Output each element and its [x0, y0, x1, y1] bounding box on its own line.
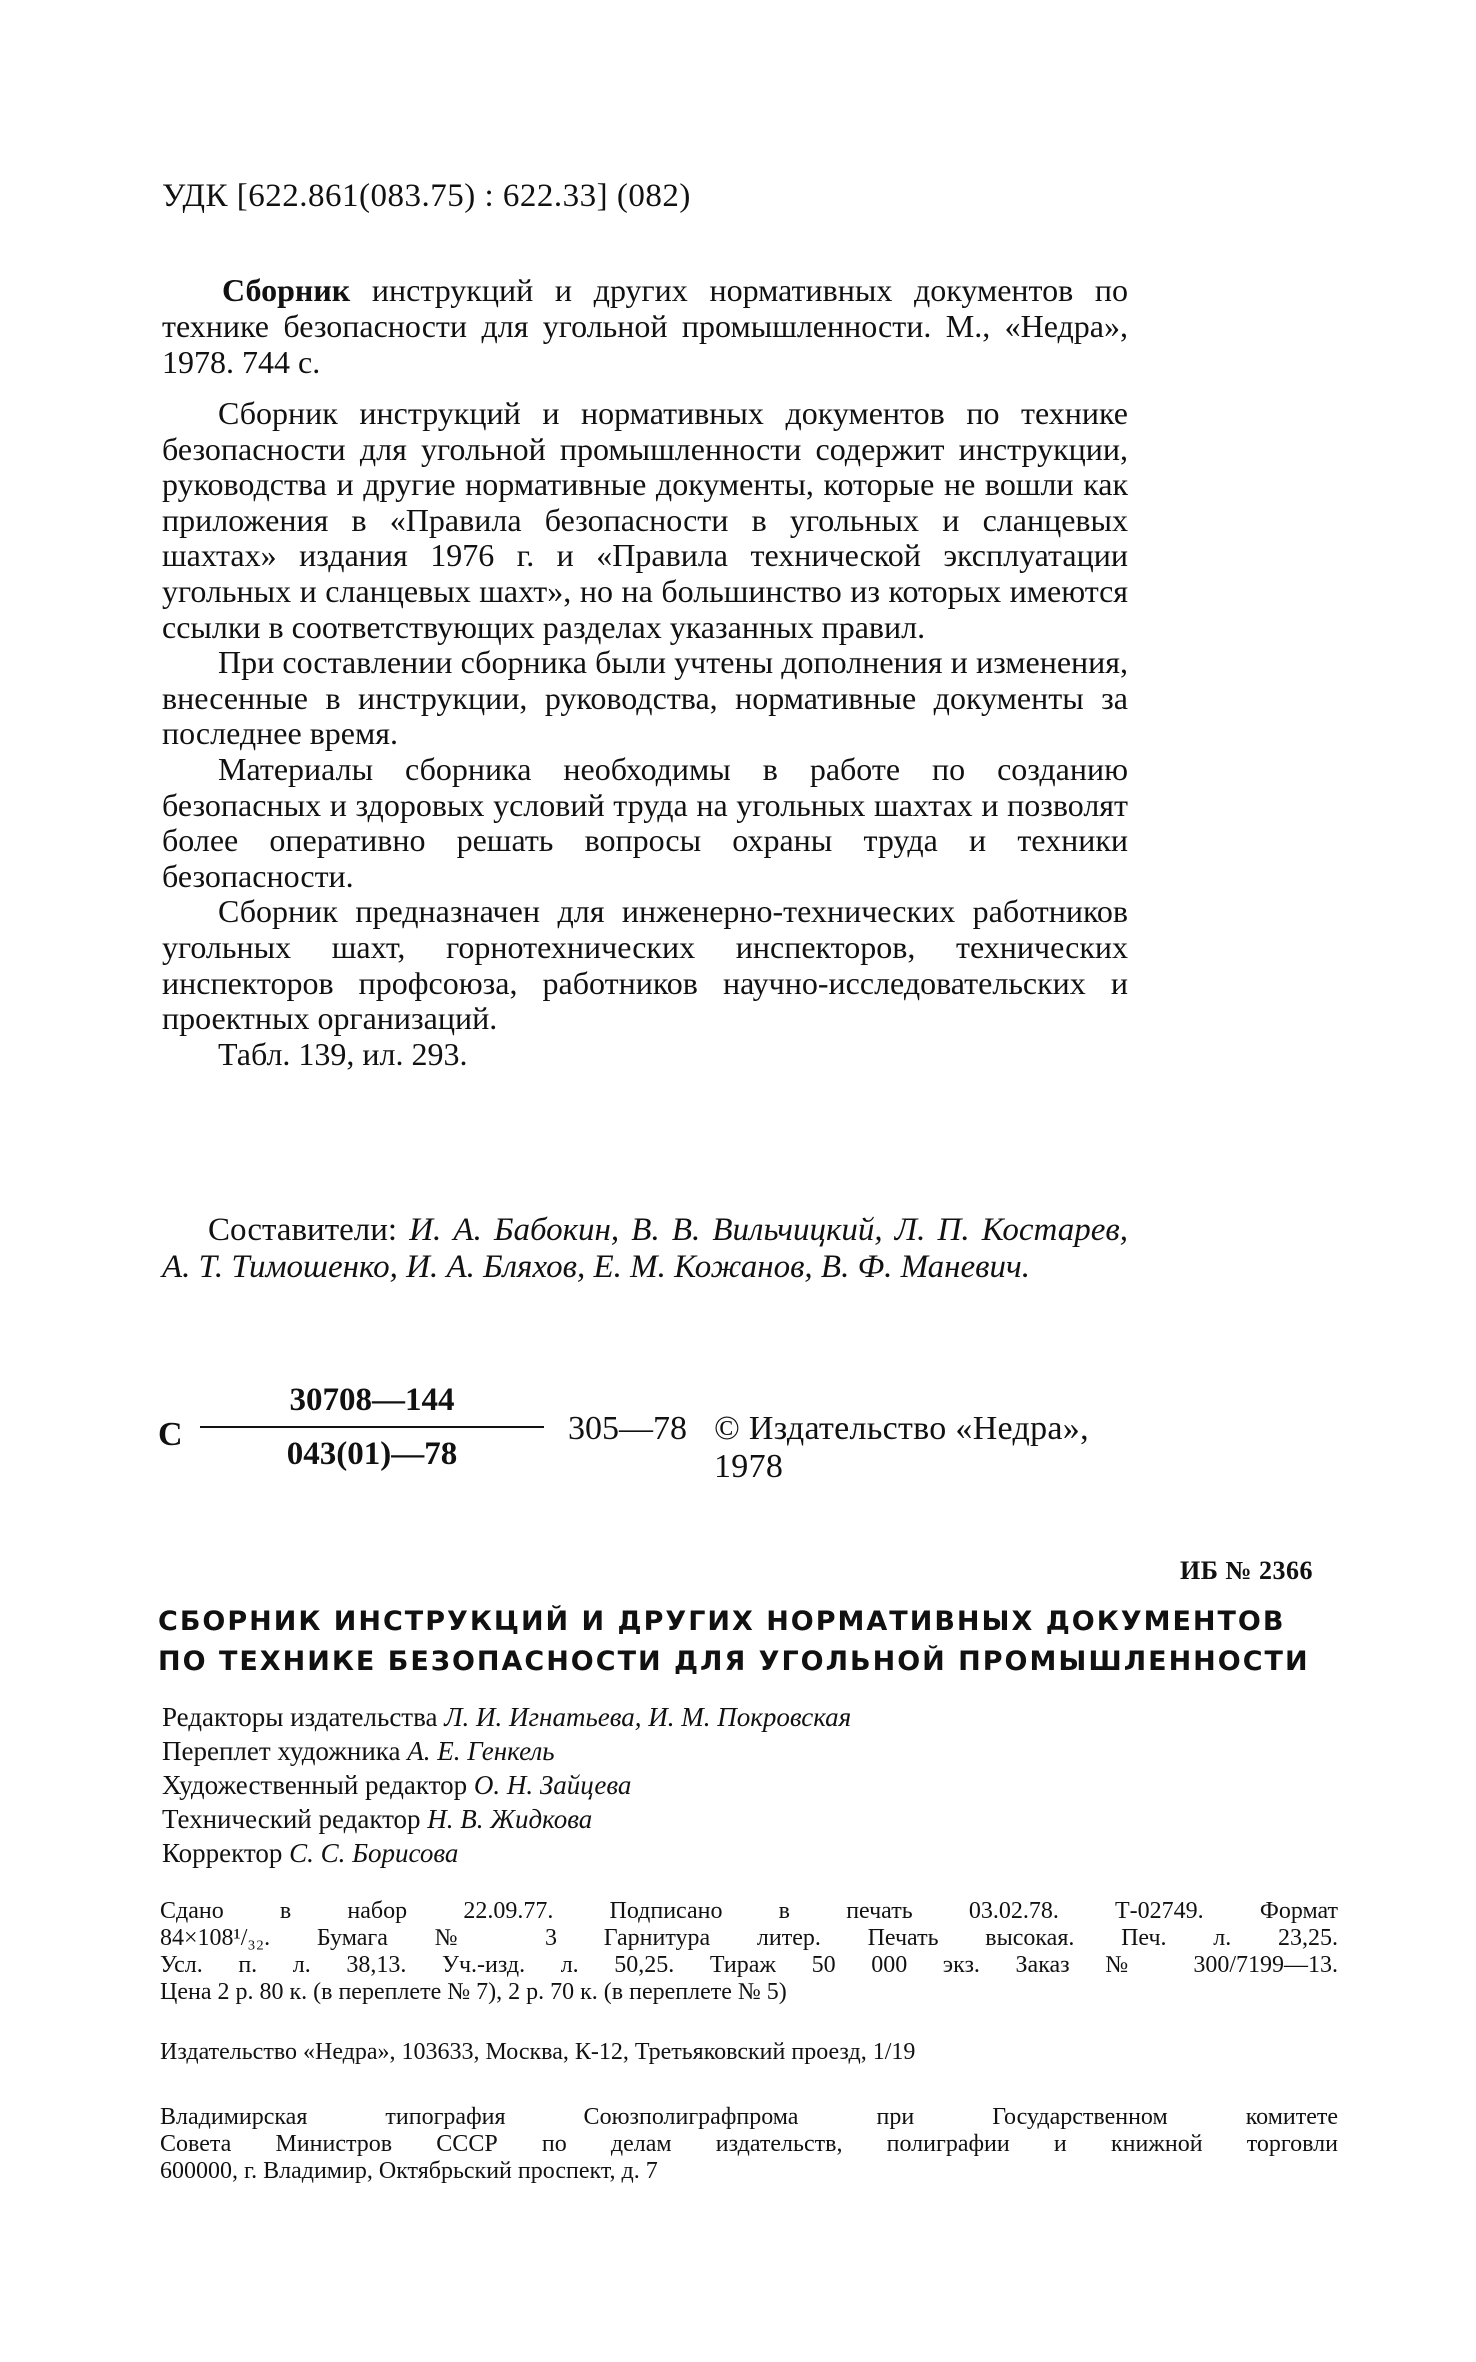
- credit-line: [162, 1700, 1282, 1734]
- publication-code: [158, 1378, 1138, 1488]
- abstract-paragraph: При составлении сборника были учтены дополнения и изменения, внесенные в инструкции, руководства, нормативные документы за последнее время.: [162, 644, 1128, 752]
- print-imprint: [160, 1898, 1338, 2006]
- credit-names: О. Н. Зайцева: [473, 1770, 632, 1800]
- credit-role: Художественный редактор: [162, 1770, 474, 1800]
- abstract: [162, 396, 1128, 1072]
- credit-names: А. Е. Генкель: [407, 1736, 555, 1766]
- abstract-paragraph: Материалы сборника необходимы в работе по созданию безопасных и здоровых условий труда на угольных шахтах и позволят более оперативно решать вопросы охраны труда и техники безопасности.: [162, 750, 1128, 894]
- code-denominator: 043(01)—78: [286, 1436, 458, 1472]
- code-series: 305—78: [568, 1410, 687, 1447]
- abstract-paragraph: Сборник инструкций и нормативных документов по технике безопасности для угольной промышленности содержит инструкции, руководства и другие нормативные документы, которые не вошли как приложения в «Правила безопасности в угольных и сланцевых шахтах» издания 1976 г. и «Правила технической эксплуатации угольных и сланцевых шахт», но на большинство из которых имеются ссылки в соответствующих разделах указанных правил.: [162, 395, 1128, 645]
- credit-line: [162, 1768, 1282, 1802]
- bibliographic-entry: [162, 272, 1128, 380]
- fraction-bar: [200, 1426, 544, 1428]
- imprint-line: Сдано в набор 22.09.77. Подписано в печать 03.02.78. Т-02749. Формат: [160, 1898, 1338, 1924]
- printer-line: Владимирская типография Союзполиграфпрома при Государственном комитете: [160, 2104, 1338, 2130]
- credit-role: Корректор: [162, 1838, 290, 1868]
- printer-info: [160, 2104, 1338, 2185]
- bibliographic-rest: инструкций и других нормативных документов по технике безопасности для угольной промышленности. М., «Недра», 1978. 744 с.: [162, 272, 1128, 380]
- credit-names: С. С. Борисова: [289, 1838, 459, 1868]
- book-title-line: ПО ТЕХНИКЕ БЕЗОПАСНОСТИ ДЛЯ УГОЛЬНОЙ ПРОМЫШЛЕННОСТИ: [158, 1646, 1310, 1677]
- code-fraction: [192, 1378, 552, 1476]
- book-title-line: СБОРНИК ИНСТРУКЦИЙ И ДРУГИХ НОРМАТИВНЫХ ДОКУМЕНТОВ: [158, 1606, 1286, 1637]
- compilers-names: И. А. Бабокин, В. В. Вильчицкий, Л. П. Костарев, А. Т. Тимошенко, И. А. Бляхов, Е. М. Кожанов, В. Ф. Маневич.: [162, 1212, 1128, 1285]
- code-numerator: 30708—144: [289, 1382, 455, 1418]
- credit-line: [162, 1734, 1282, 1768]
- code-letter: С: [158, 1416, 183, 1453]
- compilers: [162, 1212, 1128, 1286]
- copyright-line: © Издательство «Недра», 1978: [714, 1410, 1089, 1485]
- udk-classification: УДК [622.861(083.75) : 622.33] (082): [162, 178, 691, 214]
- credit-role: Редакторы издательства: [162, 1702, 445, 1732]
- credit-role: Технический редактор: [162, 1804, 428, 1834]
- credit-line: [162, 1802, 1282, 1836]
- ib-number: ИБ № 2366: [1180, 1556, 1314, 1585]
- imprint-line: Цена 2 р. 80 к. (в переплете № 7), 2 р. 70 к. (в переплете № 5): [160, 1979, 787, 2005]
- editorial-credits: [162, 1700, 1282, 1870]
- credit-names: Л. И. Игнатьева, И. М. Покровская: [444, 1702, 852, 1732]
- printer-line: 600000, г. Владимир, Октябрьский проспект, д. 7: [160, 2158, 658, 2184]
- compilers-label: Составители:: [208, 1212, 410, 1248]
- book-title: [158, 1602, 1338, 1682]
- credit-role: Переплет художника: [162, 1736, 408, 1766]
- bibliographic-title-bold: Сборник: [222, 272, 351, 308]
- tables-illustrations-count: Табл. 139, ил. 293.: [218, 1035, 468, 1072]
- publisher-address: Издательство «Недра», 103633, Москва, К-12, Третьяковский проезд, 1/19: [160, 2039, 916, 2065]
- printer-line: Совета Министров СССР по делам издательств, полиграфии и книжной торговли: [160, 2131, 1338, 2157]
- imprint-line: 84×108¹/₃₂. Бумага № 3 Гарнитура литер. Печать высокая. Печ. л. 23,25.: [160, 1925, 1338, 1951]
- credit-line: [162, 1836, 1282, 1870]
- imprint-line: Усл. п. л. 38,13. Уч.-изд. л. 50,25. Тираж 50 000 экз. Заказ № 300/7199—13.: [160, 1952, 1338, 1978]
- credit-names: Н. В. Жидкова: [427, 1804, 593, 1834]
- abstract-paragraph: Сборник предназначен для инженерно-технических работников угольных шахт, горнотехнических инспекторов, технических инспекторов профсоюза, работников научно-исследовательских и проектных организаций.: [162, 893, 1128, 1037]
